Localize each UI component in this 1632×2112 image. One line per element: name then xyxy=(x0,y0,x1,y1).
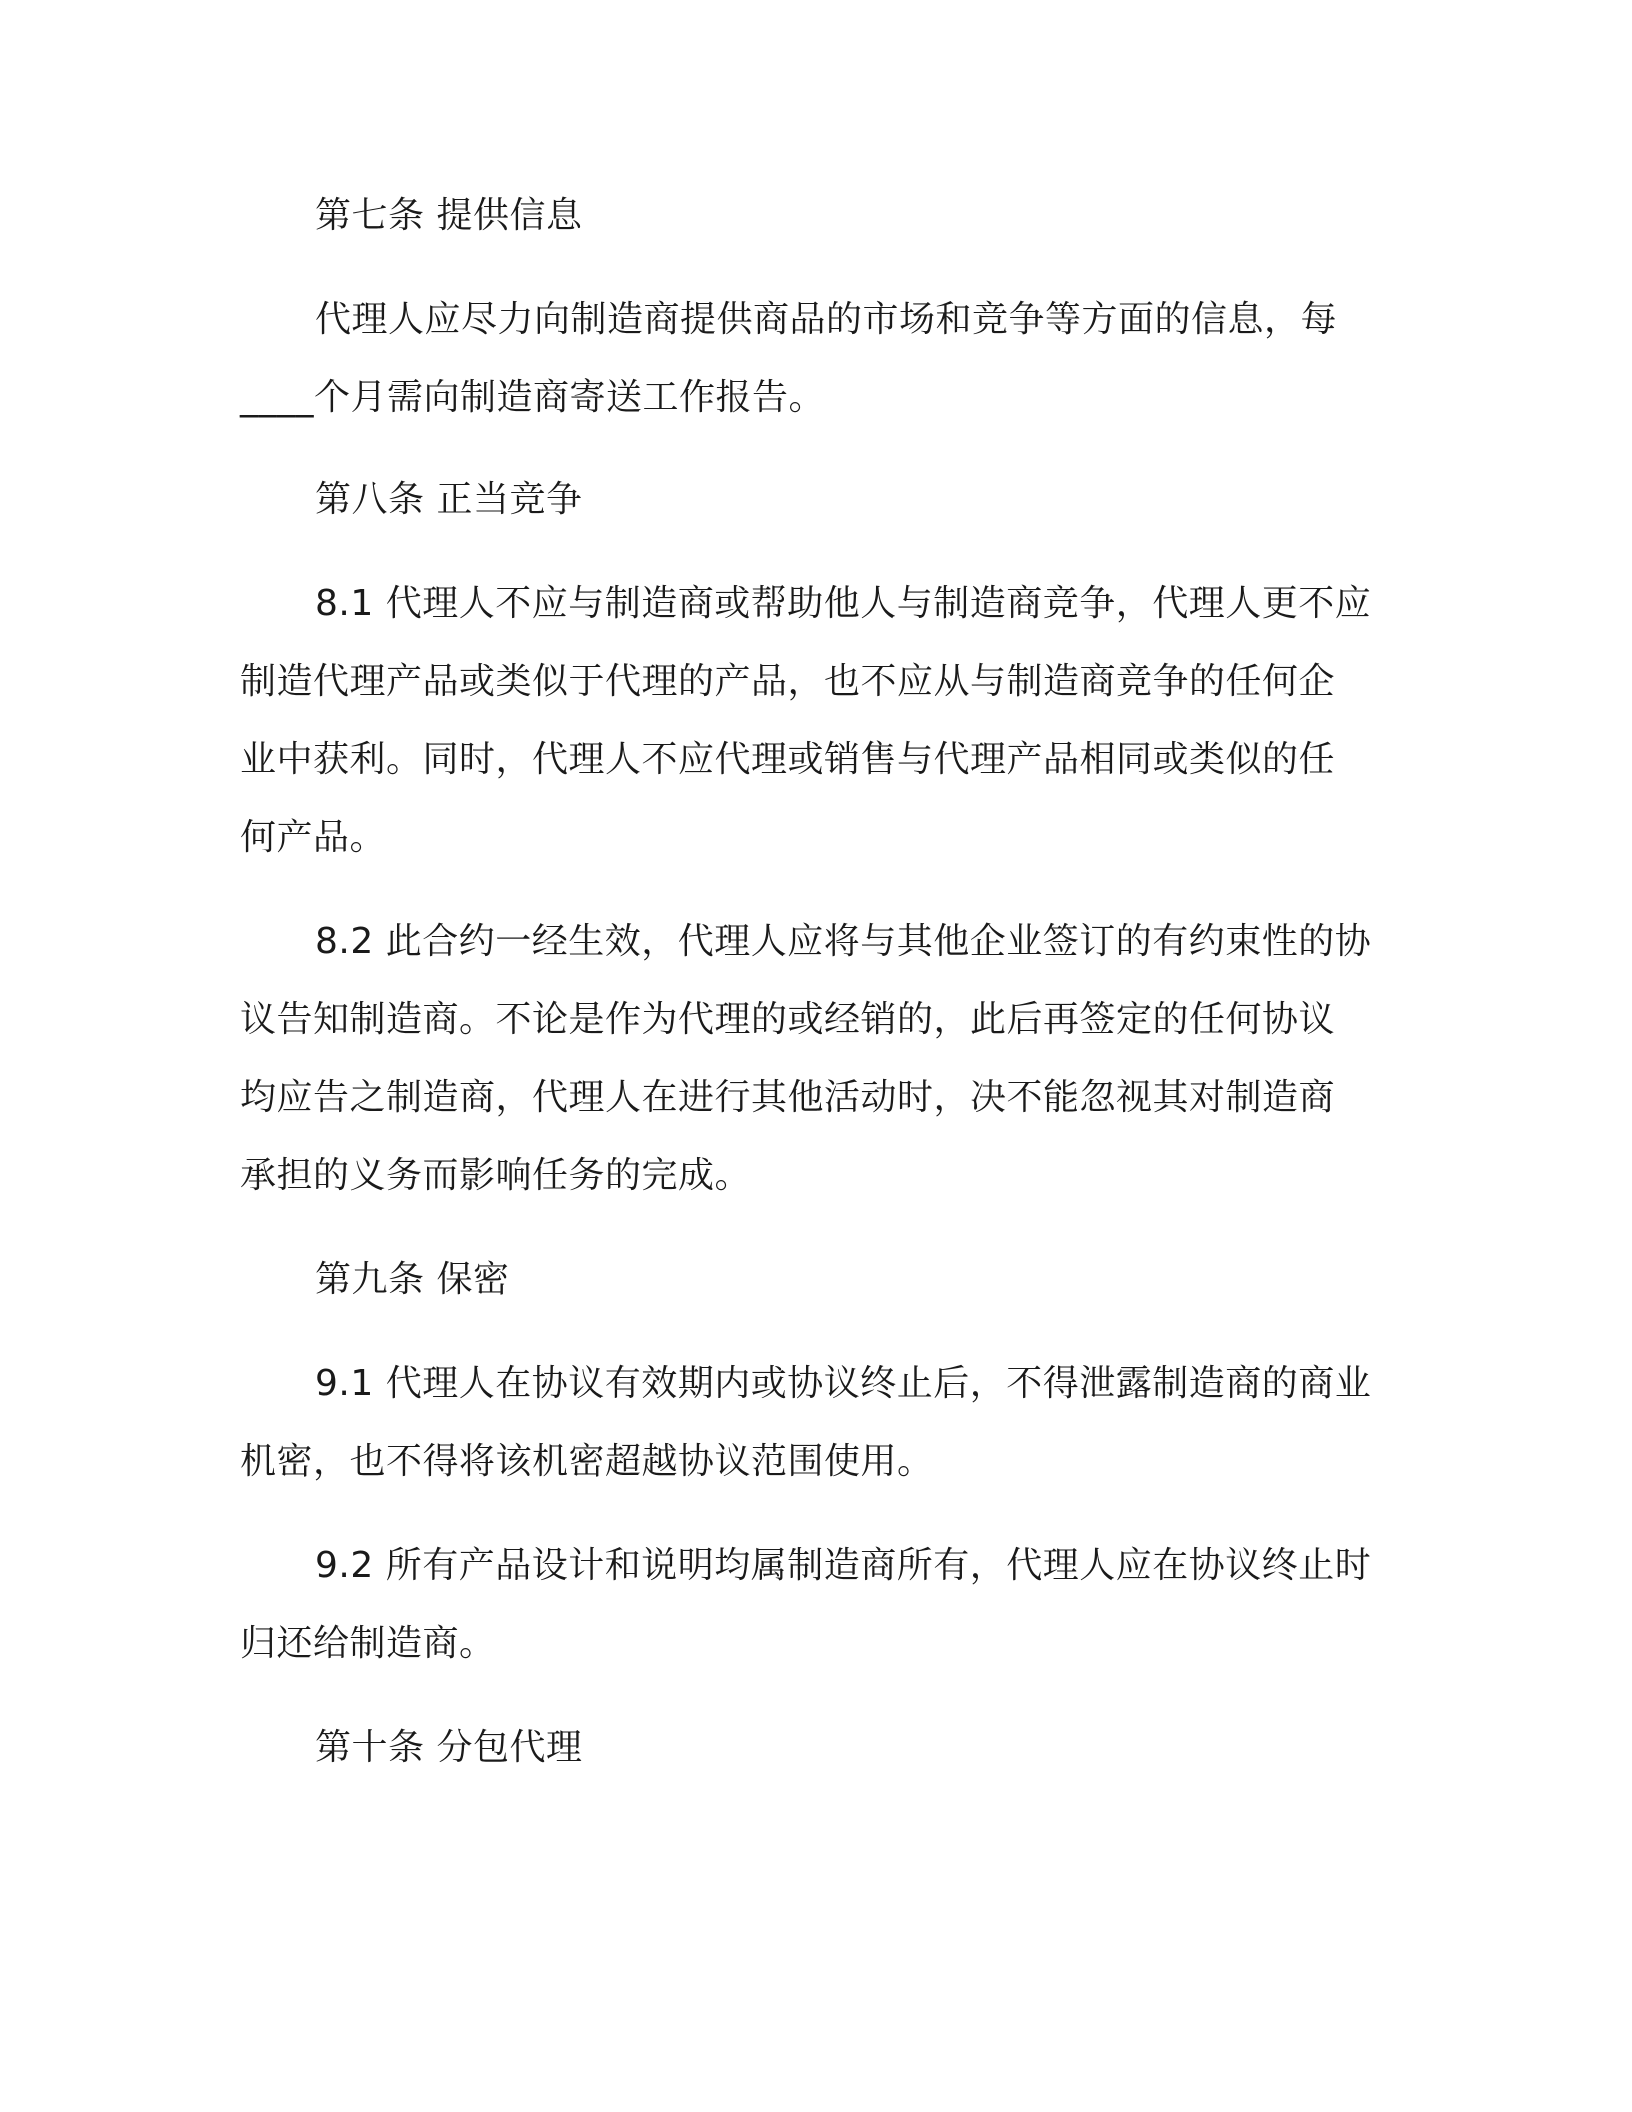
article-8-1-line: 业中获利。同时，代理人不应代理或销售与代理产品相同或类似的任 xyxy=(240,739,1336,780)
article-7-paragraph-line: 代理人应尽力向制造商提供商品的市场和竞争等方面的信息，每 xyxy=(315,299,1338,340)
article-8-heading: 第八条 正当竞争 xyxy=(315,479,583,520)
article-9-1-line: 9.1 代理人在协议有效期内或协议终止后，不得泄露制造商的商业 xyxy=(315,1363,1372,1404)
article-9-heading: 第九条 保密 xyxy=(315,1259,510,1300)
article-9-2-line: 归还给制造商。 xyxy=(240,1623,496,1664)
article-8-2-line: 8.2 此合约一经生效，代理人应将与其他企业签订的有约束性的协 xyxy=(315,921,1372,962)
article-10-heading: 第十条 分包代理 xyxy=(315,1727,583,1768)
article-8-1-line: 制造代理产品或类似于代理的产品，也不应从与制造商竞争的任何企 xyxy=(240,661,1336,702)
article-8-2-line: 均应告之制造商，代理人在进行其他活动时，决不能忽视其对制造商 xyxy=(240,1077,1336,1118)
article-7-heading: 第七条 提供信息 xyxy=(315,195,583,236)
article-8-2-line: 承担的义务而影响任务的完成。 xyxy=(240,1155,752,1196)
article-8-1-line: 8.1 代理人不应与制造商或帮助他人与制造商竞争，代理人更不应 xyxy=(315,583,1372,624)
article-8-1-line: 何产品。 xyxy=(240,817,387,858)
article-8-2-line: 议告知制造商。不论是作为代理的或经销的，此后再签定的任何协议 xyxy=(240,999,1336,1040)
article-7-paragraph-line: ____个月需向制造商寄送工作报告。 xyxy=(240,377,826,418)
article-9-2-line: 9.2 所有产品设计和说明均属制造商所有，代理人应在协议终止时 xyxy=(315,1545,1372,1586)
article-9-1-line: 机密，也不得将该机密超越协议范围使用。 xyxy=(240,1441,934,1482)
